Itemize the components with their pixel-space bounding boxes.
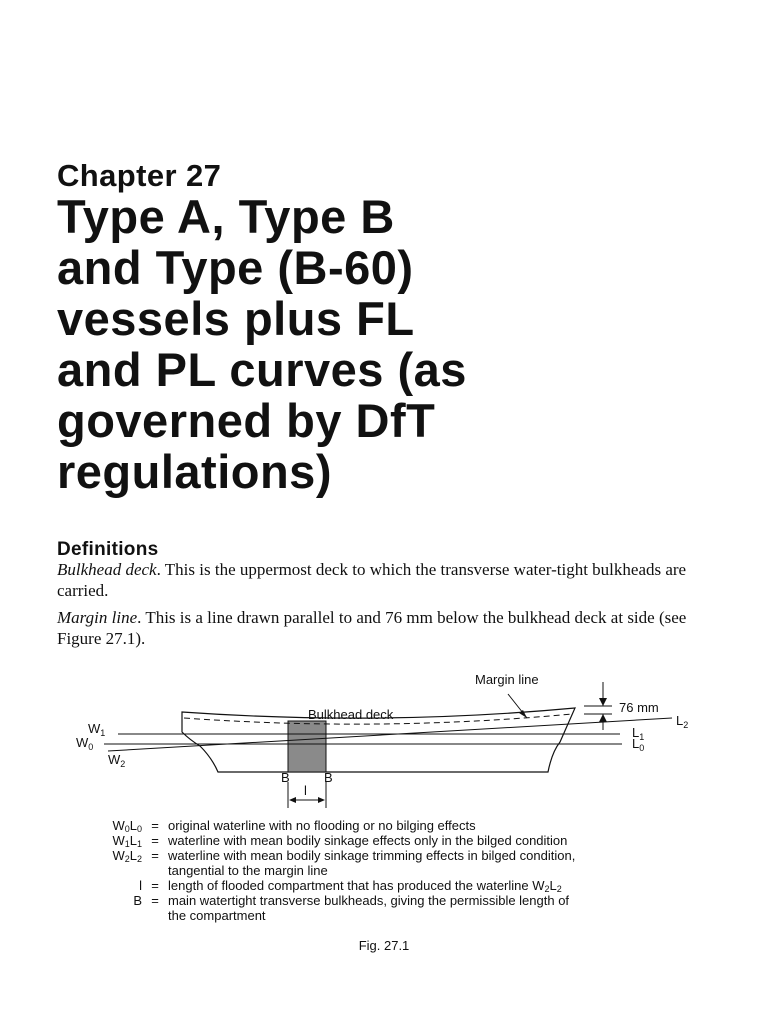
dimension-arrowhead [599, 698, 607, 706]
legend-row [92, 908, 692, 923]
legend-symbol: $W_0L_0$ [112, 818, 142, 834]
chapter-label: Chapter 27 [57, 158, 222, 193]
dimension-arrowhead [599, 714, 607, 722]
label-l1: $L_1$ [632, 725, 645, 742]
label-l0: $L_0$ [632, 736, 645, 753]
legend-definition: waterline with mean bodily sinkage trimming effects in bilged condition, [168, 848, 576, 863]
length-arrowhead [318, 797, 325, 803]
legend-symbol [92, 908, 142, 923]
chapter-title-line: and PL curves (as [57, 343, 467, 396]
legend-symbol: $W_1L_1$ [112, 833, 142, 849]
label-w1: $W_1$ [88, 721, 106, 738]
label-l2: $L_2$ [676, 713, 689, 730]
legend-row [92, 863, 692, 878]
figure-legend [92, 818, 692, 923]
legend-equals [142, 908, 168, 923]
definition-bulkhead-deck [57, 559, 713, 601]
label-bulkhead-deck: Bulkhead deck [308, 707, 394, 722]
label-margin-line: Margin line [475, 672, 539, 687]
legend-row [92, 893, 692, 908]
legend-symbol: B [133, 893, 142, 908]
legend-definition: main watertight transverse bulkheads, giving the permissible length of [168, 893, 570, 908]
definition-text: . This is a line drawn parallel to and 76 mm below the bulkhead deck at side (see Figure 27.1). [57, 608, 687, 648]
label-w2: $W_2$ [108, 752, 126, 769]
legend-row [92, 848, 692, 863]
figure-caption: Fig. 27.1 [358, 938, 410, 953]
legend-row [92, 878, 692, 893]
chapter-title-line: regulations) [57, 445, 332, 498]
label-length-l: l [304, 783, 307, 798]
label-w0: $W_0$ [76, 735, 94, 752]
legend-row [92, 833, 692, 848]
legend-equals: = [151, 818, 159, 833]
legend-definition: waterline with mean bodily sinkage effects only in the bilged condition [168, 833, 568, 848]
ship-profile-diagram [0, 660, 768, 820]
label-bulkhead-b-left: B [281, 770, 290, 785]
legend-symbol: l [139, 878, 142, 893]
label-bulkhead-b-right: B [324, 770, 333, 785]
definition-term: Bulkhead deck [57, 560, 157, 579]
legend-equals: = [151, 833, 159, 848]
chapter-title-line: governed by DfT [57, 394, 436, 447]
chapter-title-line: vessels plus FL [57, 292, 415, 345]
legend-equals: = [151, 848, 159, 863]
definition-term: Margin line [57, 608, 138, 627]
chapter-title-line: and Type (B-60) [57, 241, 414, 294]
length-arrowhead [289, 797, 296, 803]
legend-definition: length of flooded compartment that has produced the waterline $W_2L_2$ [168, 878, 562, 894]
legend-definition: the compartment [168, 908, 266, 923]
flooded-compartment [288, 721, 326, 772]
legend-equals [142, 863, 168, 878]
legend-symbol: $W_2L_2$ [112, 848, 142, 864]
chapter-title-line: Type A, Type B [57, 190, 395, 243]
legend-definition: tangential to the margin line [168, 863, 328, 878]
legend-symbol [92, 863, 142, 878]
legend-equals: = [151, 878, 159, 893]
label-76mm: 76 mm [619, 700, 659, 715]
margin-line-arrowhead [519, 710, 527, 718]
legend-row [92, 818, 692, 833]
chapter-title [57, 191, 747, 497]
legend-definition: original waterline with no flooding or no bilging effects [168, 818, 476, 833]
definition-margin-line [57, 607, 713, 649]
legend-equals: = [151, 893, 159, 908]
definition-text: . This is the uppermost deck to which the transverse water-tight bulkheads are carried. [57, 560, 687, 600]
section-heading-definitions: Definitions [57, 539, 159, 560]
